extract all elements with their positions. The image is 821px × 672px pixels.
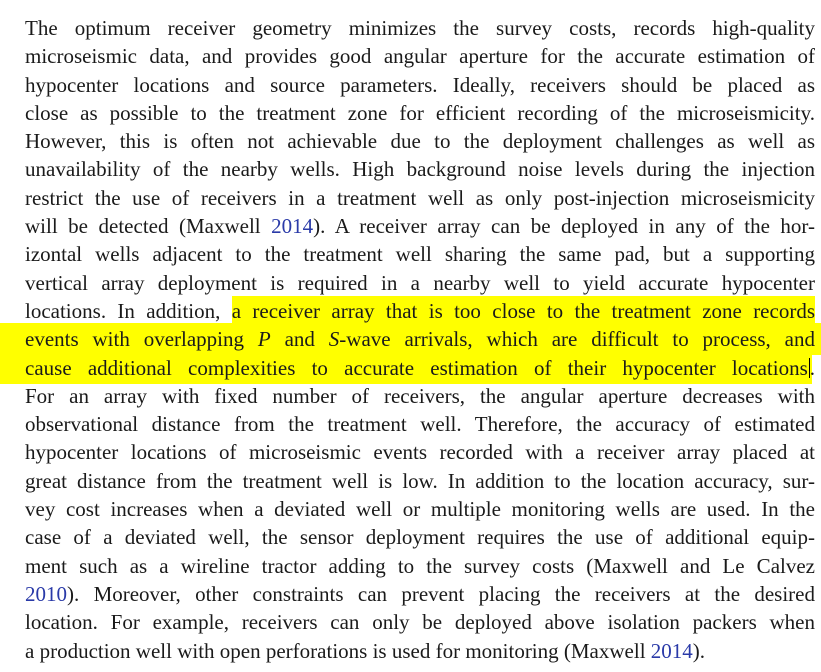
text-line-22: location. For example, receivers can only be deployed above isolation packers when	[25, 610, 815, 635]
citation-link[interactable]: 2010	[25, 581, 67, 606]
text-line-18: vey cost increases when a deviated well or multiple monitoring wells are used. In the	[25, 497, 815, 522]
citation-link[interactable]: 2014	[271, 214, 314, 239]
text-line-7: restrict the use of receivers in a treatment well as only post-injection microseismicity	[25, 185, 815, 210]
text-line-12: events with overlapping P and S-wave arrivals, which are difficult to process, and	[25, 325, 815, 353]
text-line-17: great distance from the treatment well is low. In addition to the location accuracy, sur-	[25, 468, 815, 493]
text-line-23: a production well with open perforations is used for monitoring (Maxwell 2014).	[25, 638, 706, 663]
text-line-21: 2010). Moreover, other constraints can prevent placing the receivers at the desired	[25, 581, 815, 606]
text-line-16: hypocenter locations of microseismic events recorded with a receiver array placed at	[25, 440, 815, 465]
text-line-8: will be detected (Maxwell 2014). A receiver array can be deployed in any of the hor-	[25, 214, 815, 239]
text-line-19: case of a deviated well, the sensor deployment requires the use of additional equip-	[25, 525, 815, 550]
citation-link[interactable]: 2014	[650, 638, 693, 663]
text-line-4: close as possible to the treatment zone for efficient recording of the microseismicity.	[25, 100, 815, 125]
text-line-5: However, this is often not achievable due to the deployment challenges as well as	[25, 129, 815, 154]
highlighted-text[interactable]: a receiver array that is too close to the treatment zone records	[231, 298, 815, 323]
text-line-13: cause additional complexities to accurate estimation of their hypocenter locations.	[25, 354, 815, 382]
text-line-3: hypocenter locations and source parameters. Ideally, receivers should be placed as	[25, 72, 815, 97]
text-line-15: observational distance from the treatment well. Therefore, the accuracy of estimated	[25, 412, 815, 437]
text-line-11: locations. In addition, a receiver array that is too close to the treatment zone records	[25, 298, 815, 323]
text-line-14: For an array with fixed number of receivers, the angular aperture decreases with	[25, 383, 815, 408]
text-line-2: microseismic data, and provides good angular aperture for the accurate estimation of	[25, 44, 815, 69]
text-line-6: unavailability of the nearby wells. High background noise levels during the injection	[25, 157, 815, 182]
text-line-9: izontal wells adjacent to the treatment well sharing the same pad, but a supporting	[25, 242, 815, 267]
text-line-10: vertical array deployment is required in a nearby well to yield accurate hypocenter	[25, 270, 815, 295]
text-line-20: ment such as a wireline tractor adding to the survey costs (Maxwell and Le Calvez	[25, 553, 815, 578]
text-line-1: The optimum receiver geometry minimizes the survey costs, records high-quality	[25, 16, 815, 40]
paper-body-text	[25, 14, 815, 665]
